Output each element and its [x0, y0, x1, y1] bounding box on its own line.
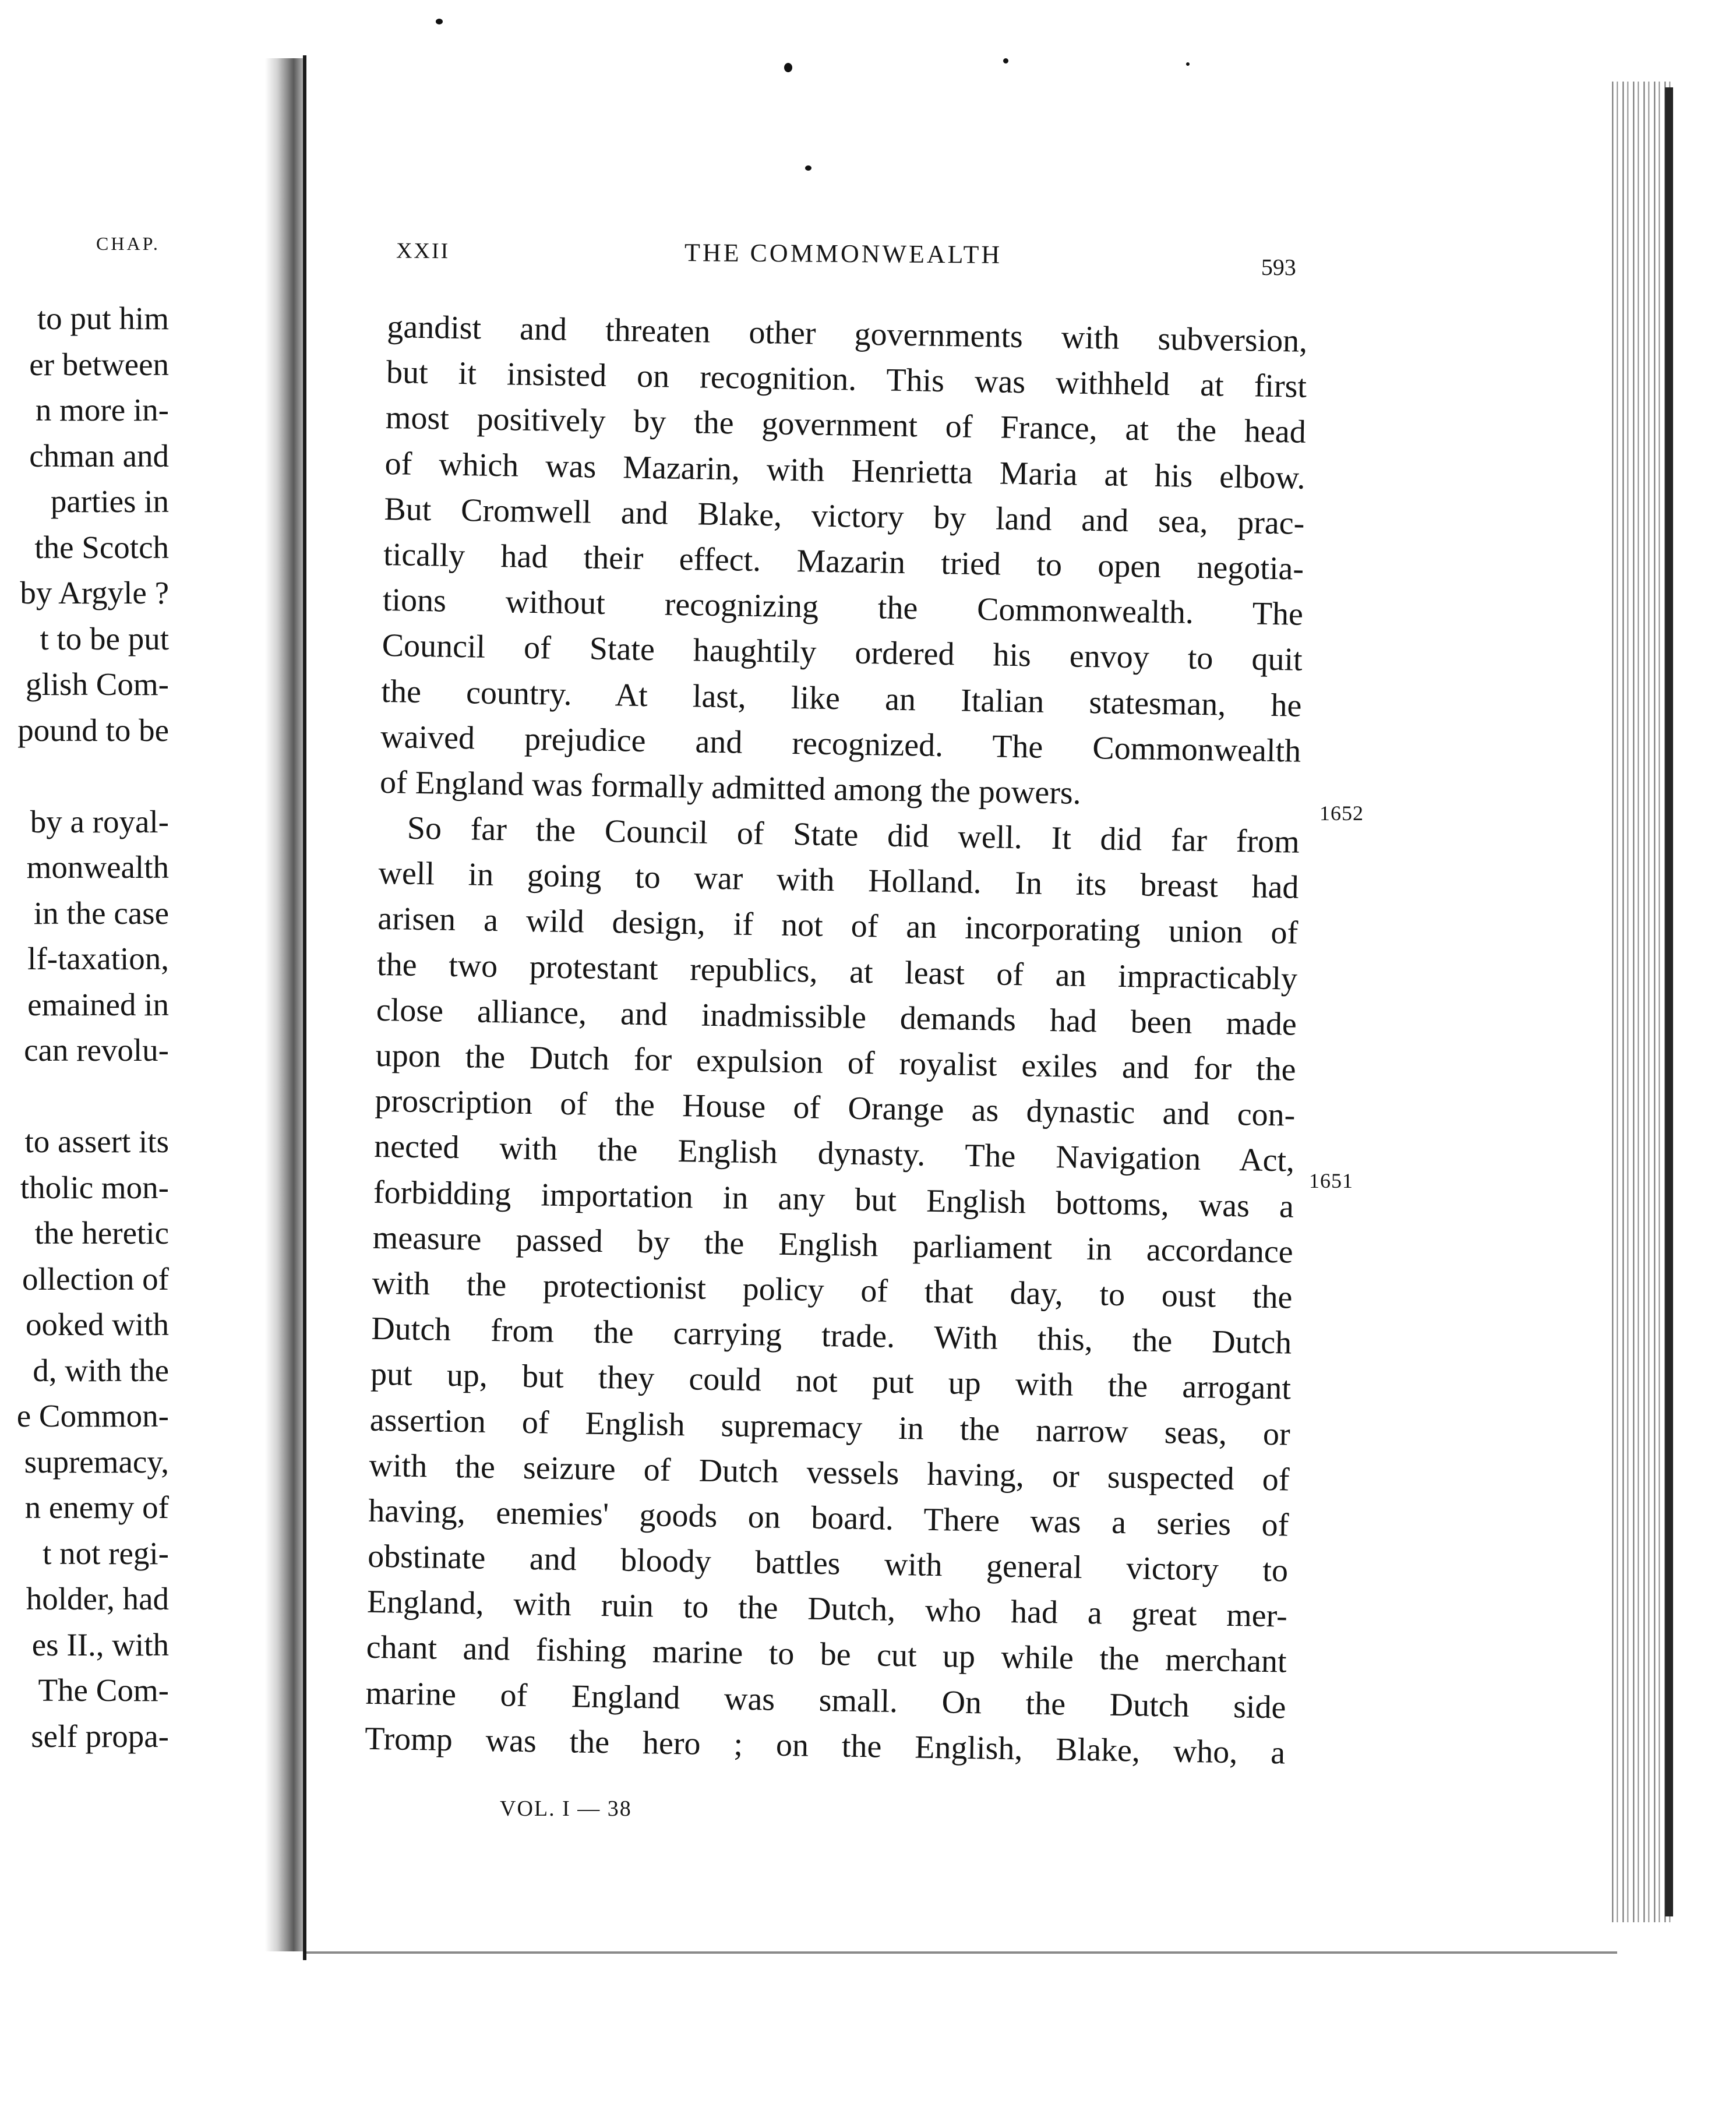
chapter-number: XXII: [396, 238, 450, 264]
scan-speck: [1186, 62, 1190, 66]
left-line: parties in: [50, 483, 169, 519]
left-line: self propa-: [31, 1718, 169, 1754]
scan-speck: [805, 165, 811, 171]
left-line: e Common-: [16, 1398, 169, 1434]
text-line: upon the Dutch for expulsion of royalist exiles and for the: [375, 1037, 1297, 1088]
left-line: supremacy,: [24, 1443, 169, 1480]
text-line: Tromp was the hero ; on the English, Blake, who, a: [364, 1720, 1286, 1771]
text-line: gandist and threaten other governments with subversion,: [386, 308, 1308, 359]
left-line: glish Com-: [26, 666, 169, 702]
page-bottom-edge: [306, 1951, 1617, 1954]
text-line: Dutch from the carrying trade. With this, the Dutch: [371, 1310, 1292, 1361]
left-line: by Argyle ?: [20, 575, 169, 610]
left-line: chman and: [29, 437, 169, 474]
left-line: pound to be: [17, 712, 169, 748]
text-line: of which was Mazarin, with Henrietta Maria at his elbow.: [384, 445, 1305, 496]
left-line: d, with the: [33, 1352, 169, 1388]
text-line: tions without recognizing the Commonwealth. The: [382, 582, 1304, 633]
text-line: waived prejudice and recognized. The Commonwealth: [380, 718, 1301, 769]
book-outer-edge: [1665, 87, 1673, 1916]
left-line: emained in: [27, 986, 169, 1022]
signature-mark: VOL. I — 38: [500, 1796, 632, 1821]
text-line: with the protectionist policy of that day, to oust the: [372, 1265, 1293, 1316]
text-line: having, enemies' goods on board. There was a series of: [368, 1492, 1289, 1544]
text-line: tically had their effect. Mazarin tried to open negotia-: [383, 536, 1304, 587]
left-line: can revolu-: [24, 1032, 169, 1068]
text-line: close alliance, and inadmissible demands had been made: [376, 991, 1297, 1043]
left-line: holder, had: [26, 1581, 169, 1616]
text-line: arisen a wild design, if not of an incorporating union of: [377, 901, 1299, 952]
text-line: most positively by the government of France, at the head: [385, 400, 1307, 451]
text-line: the country. At last, like an Italian statesman, he: [381, 673, 1302, 724]
text-line: measure passed by the English parliament in accordance: [372, 1219, 1294, 1270]
text-line: obstinate and bloody battles with general victory to: [367, 1538, 1289, 1589]
margin-date-1651: 1651: [1309, 1169, 1353, 1192]
left-line: by a royal-: [30, 803, 169, 839]
running-title: THE COMMONWEALTH: [684, 238, 1003, 269]
left-line: in the case: [33, 895, 169, 931]
text-line: forbidding importation in any but English bottoms, was a: [373, 1174, 1294, 1225]
left-line: the Scotch: [34, 529, 169, 565]
text-line: put up, but they could not put up with the arrogant: [370, 1356, 1292, 1407]
running-head: [396, 236, 1311, 281]
text-line: So far the Council of State did well. It did far from: [407, 810, 1300, 860]
left-line: n more in-: [35, 392, 169, 428]
text-line: chant and fishing marine to be cut up while the merchant: [366, 1629, 1287, 1680]
left-line: ollection of: [22, 1261, 169, 1297]
page-edge-stack: [1608, 82, 1672, 1922]
left-line: The Com-: [38, 1672, 169, 1708]
left-line: to put him: [37, 301, 169, 336]
scan-speck: [436, 19, 443, 24]
left-line: t to be put: [40, 620, 169, 656]
left-line: lf-taxation,: [27, 941, 169, 976]
text-line: But Cromwell and Blake, victory by land and sea, prac-: [383, 490, 1305, 542]
text-line: of England was formally admitted among the powers.: [379, 764, 1082, 811]
text-line: with the seizure of Dutch vessels having, or suspected of: [369, 1447, 1290, 1498]
margin-date-1652: 1652: [1319, 802, 1364, 825]
left-page-text: [17, 296, 169, 1759]
left-line: n enemy of: [24, 1489, 169, 1525]
scan-speck: [1003, 58, 1008, 63]
left-line: er between: [29, 346, 169, 382]
scan-speck: [784, 63, 792, 72]
left-line: the heretic: [34, 1215, 169, 1251]
text-line: marine of England was small. On the Dutch side: [365, 1675, 1286, 1726]
text-line: the two protestant republics, at least of an impracticably: [376, 946, 1298, 997]
left-line: monwealth: [26, 849, 169, 885]
page-number: 593: [1261, 253, 1297, 281]
text-line: nected with the English dynasty. The Navigation Act,: [373, 1128, 1295, 1180]
text-line: but it insisted on recognition. This was withheld at first: [386, 354, 1307, 405]
text-line: England, with ruin to the Dutch, who had a great mer-: [366, 1583, 1288, 1635]
left-line: es II., with: [31, 1626, 169, 1662]
book-gutter-shadow: [265, 58, 306, 1951]
text-line: assertion of English supremacy in the narrow seas, or: [369, 1402, 1291, 1453]
left-line: t not regi-: [43, 1535, 169, 1571]
left-line: tholic mon-: [20, 1169, 169, 1205]
text-line: proscription of the House of Orange as dynastic and con-: [375, 1083, 1296, 1134]
left-line-blank: [17, 753, 169, 799]
left-line: ooked with: [26, 1307, 169, 1342]
left-page-chapter-label: CHAP.: [96, 233, 160, 254]
text-line: Council of State haughtily ordered his envoy to quit: [382, 627, 1303, 679]
left-line-blank: [17, 1074, 169, 1120]
text-line: well in going to war with Holland. In its breast had: [378, 855, 1299, 906]
left-line: to assert its: [24, 1124, 169, 1159]
body-text: [365, 304, 1308, 1776]
